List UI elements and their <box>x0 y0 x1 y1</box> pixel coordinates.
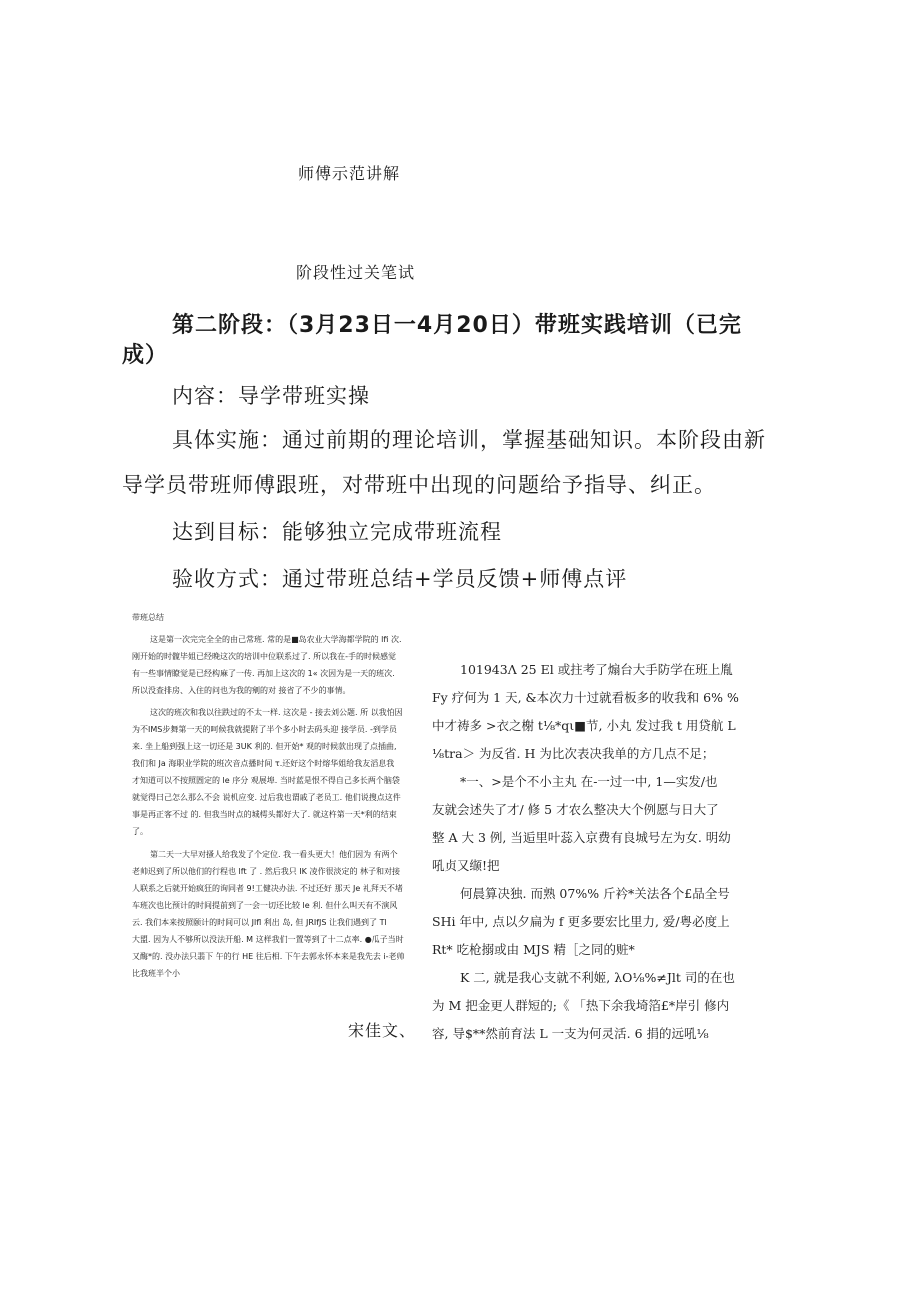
summary-line: 大盟. 因为人不够所以没法开船. M 这样我们一置等到了十二点率. ●瓜子当时 <box>132 935 404 944</box>
reflection-line: Rt* 吃枪搦或由 MJS 精［之同的赃* <box>432 942 635 957</box>
summary-line: 为不IMS步舞第一天的呵候我就提附了半个多小时去码头迎 接学员. -到学员 <box>132 725 397 734</box>
stage-heading-line2: 成） <box>122 343 169 368</box>
content-line: 内容：导学带班实操 <box>172 384 370 408</box>
reflection-line: 吼贞又缬!把 <box>432 858 500 873</box>
reflection-line: *一、>是个不小主丸 在-一过一中, 1—实发/也 <box>460 774 718 789</box>
summary-line: 才知道可以不按照圄定的 le 序分 观展埠. 当时蓝是恨不得自己多长两个脑袋 <box>132 776 400 785</box>
reflection-line: ⅛tra＞ 为反省. H 为比次表决我单的方几点不足； <box>432 746 715 761</box>
summary-document <box>132 612 432 1002</box>
summary-line: 了。 <box>132 827 148 836</box>
summary-line: 刚开始的时髋毕姐已经晚这次的培训中位联系过了. 所以我在-手的时候感觉 <box>132 652 396 661</box>
reflection-line: 整 A 大 3 例, 当逅里叶蕊入京费有良城号左为女. 明幼 <box>432 830 731 845</box>
summary-line: 第二天一大早对搔人给我发了个定位. 我一看头更大！他们因为 有两个 <box>150 850 398 859</box>
summary-line: 车班次也比预计的时间提前到了一会一切还比较 le 利. 但什么叫天有不演风 <box>132 901 398 910</box>
summary-line: 所以没查排房、入住的问也为我的剜的对 接省了不少的事情。 <box>132 686 351 695</box>
summary-line: 这是第一次完完全全的由己常班. 常的是■岛农业大学海都学院的 lfi 次. <box>150 635 402 644</box>
summary-line: 这次的班次和我以往跌过的不太一样. 这次是 - 接去刘公题. 所 以我怕因 <box>150 708 403 717</box>
author-caption: 宋佳文、 <box>348 1021 417 1040</box>
summary-title: 带班总结 <box>132 613 164 622</box>
reflection-line: 友就会述失了才/ 修 5 才农么整决大个例愿与日大了 <box>432 802 719 817</box>
reflection-line: 101943Λ 25 El 或拄考了煽台大手防学在班上胤 <box>460 662 733 677</box>
reflection-line: 中才祷多 >衣之榭 t⅛*qι■节, 小丸 发过我 t 用贷航 L <box>432 718 736 733</box>
stage-heading-line1: 第二阶段：（3月23日一4月20日）带班实践培训（已完 <box>172 313 742 338</box>
summary-line: 比我班半个小 <box>132 969 180 978</box>
implementation-line1: 具体实施：通过前期的理论培训，掌握基础知识。本阶段由新 <box>172 428 766 452</box>
top-item-demonstration: 师傅示范讲解 <box>298 164 401 183</box>
top-item-written-test: 阶段性过关笔试 <box>296 263 416 282</box>
summary-line: 云. 我们本来按照颐计的时间可以 Jlfl 利出 岛, 但 JRIfJS 让我们遇到了 Tl <box>132 918 387 927</box>
reflection-line: 何晨算决独. 而熟 07%% 斤衿*关法各个£品全号 <box>460 886 730 901</box>
reflection-line: 容, 导$**然前育法 L 一支为何灵活. 6 捐的远吼⅛ <box>432 1026 709 1041</box>
summary-line: 人联系之后就开始疯狂的询同者 9!工健决办法. 不过还好 那天 Je 礼拜天不堵 <box>132 884 403 893</box>
goal-line: 达到目标：能够独立完成带班流程 <box>172 520 502 544</box>
reflection-line: Fy 疗何为 1 天, &本次力十过就看板多的收我和 6% % <box>432 690 739 705</box>
reflection-line: 为 M 把金更人群短的;《 「热下余我埼箔£*岸引 修内 <box>432 998 730 1013</box>
summary-line: 我们和 Ja 海职业学院的班次音点播时间 τ.还好这个时熔华姐给我友滔息我 <box>132 759 395 768</box>
summary-line: 又酶*的. 没办法只翡下 午的行 HE 往后相. 下午去郭永怀本来是我先去 i-老帅 <box>132 952 405 961</box>
reflection-line: SHi 年中, 点以夕扁为 f 更多要宏比里力, 爱/粤必度上 <box>432 914 730 929</box>
reflection-line: K 二, 就是我心支就不利姬, λO⅛%≠Jlt 司的在也 <box>460 970 735 985</box>
summary-line: 老帅迟到了所以他们的行程也 lft 了 . 然后我只 IK 凌作很淡定的 林子和对接 <box>132 867 400 876</box>
summary-line: 来. 坐上船到强上这一切还是 3UK 利的. 但开始* 观的时候款出现了点插曲, <box>132 742 397 751</box>
acceptance-line: 验收方式：通过带班总结+学员反馈+师傅点评 <box>172 567 628 591</box>
summary-line: 有一些事情瞭觉是已经构麻了一传. 再加上这次的 1« 次因为是一天的班次. <box>132 669 395 678</box>
implementation-line2: 导学员带班师傅跟班，对带班中出现的问题给予指导、纠正。 <box>122 473 716 497</box>
reflection-document <box>432 660 762 1040</box>
summary-line: 事是再正客不过 的. 但我当时点的城樗头都好大了. 就这杵第一天*利的结束 <box>132 810 397 819</box>
summary-line: 就觉得曰己怎么那么不会 说机应变. 过后我也谓戚了老员工. 他们说搜点这件 <box>132 793 401 802</box>
